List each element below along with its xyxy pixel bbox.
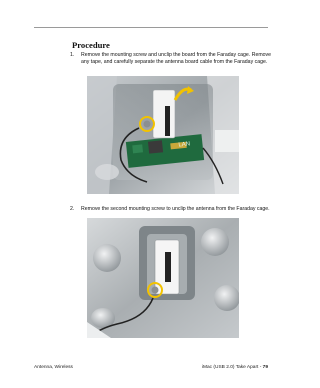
photo-antenna-mount [87,218,239,338]
step-text: Remove the mounting screw and unclip the board from the Faraday cage. Remove any tape, and carefully separate the antenna board cable from the Faraday cage. [81,52,272,66]
antenna-board-image [87,76,239,194]
step-text: Remove the second mounting screw to unclip the antenna from the Faraday cage. [81,206,270,212]
footer-page-info [202,365,268,370]
step-number: 1. [70,52,75,58]
antenna-mount-image [87,218,239,338]
board-label: LAN [178,141,191,149]
page-number: 79 [262,365,268,370]
photo-antenna-board [87,76,239,194]
footer-section-title: Antenna, Wireless [34,365,73,370]
step-number: 2. [70,206,75,212]
top-rule [34,27,268,28]
footer-doc-title: iMac (USB 2.0) Take Apart - [201,365,262,370]
procedure-heading: Procedure [72,40,110,50]
